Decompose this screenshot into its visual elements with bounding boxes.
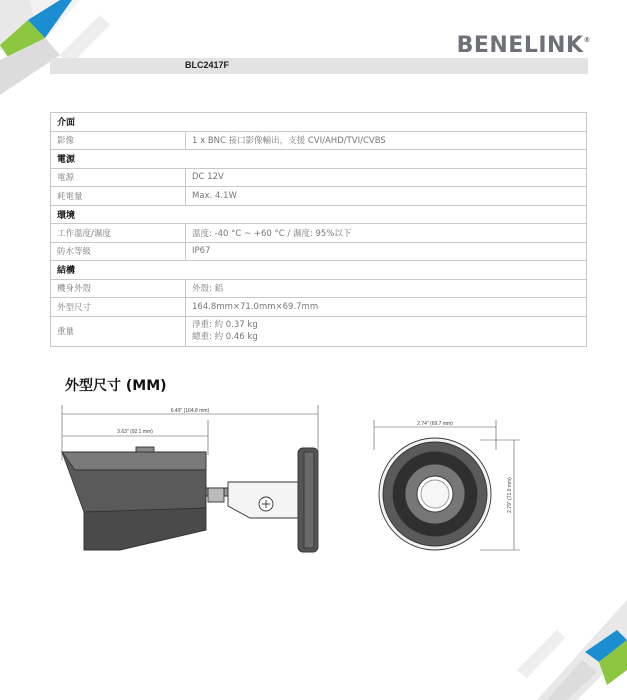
spec-label: 外型尺寸 xyxy=(51,298,186,317)
spec-label: 影像 xyxy=(51,131,186,150)
spec-row xyxy=(51,168,587,187)
camera-side-view xyxy=(62,447,318,552)
spec-table xyxy=(50,112,587,347)
gross-weight: 總重: 約 0.46 kg xyxy=(192,332,258,342)
spec-row xyxy=(51,187,587,206)
model-number: BLC2417F xyxy=(185,60,230,70)
body-length-dimension xyxy=(62,420,208,455)
spec-label: 工作溫度/濕度 xyxy=(51,224,186,243)
spec-row xyxy=(51,298,587,317)
section-title: 結構 xyxy=(51,261,587,280)
spec-label: 電源 xyxy=(51,168,186,187)
section-title: 環境 xyxy=(51,205,587,224)
spec-section xyxy=(51,261,587,280)
spec-section xyxy=(51,150,587,169)
brand-logo xyxy=(457,33,591,58)
registered-mark: ® xyxy=(583,36,591,44)
spec-value: IP67 xyxy=(186,242,587,261)
spec-value: 164.8mm×71.0mm×69.7mm xyxy=(186,298,587,317)
corner-decoration-top-left xyxy=(0,0,120,100)
spec-label: 機身外殼 xyxy=(51,279,186,298)
net-weight: 淨重: 約 0.37 kg xyxy=(192,320,258,330)
spec-label: 耗電量 xyxy=(51,187,186,206)
spec-value: 1 x BNC 接口影像輸出，支援 CVI/AHD/TVI/CVBS xyxy=(186,131,587,150)
spec-label: 重量 xyxy=(51,316,186,346)
spec-row xyxy=(51,224,587,243)
spec-value xyxy=(186,316,587,346)
spec-section xyxy=(51,113,587,132)
dimensions-title: 外型尺寸 (MM) xyxy=(65,378,167,394)
spec-row xyxy=(51,242,587,261)
spec-value: 外殼: 鋁 xyxy=(186,279,587,298)
spec-section xyxy=(51,205,587,224)
model-bar xyxy=(50,58,588,74)
dimension-drawing xyxy=(0,400,627,570)
spec-row xyxy=(51,316,587,346)
section-title: 電源 xyxy=(51,150,587,169)
height-label: 2.79" (71.0 mm) xyxy=(507,477,513,513)
camera-front-view xyxy=(379,438,491,550)
section-title: 介面 xyxy=(51,113,587,132)
spec-value: DC 12V xyxy=(186,168,587,187)
spec-label: 防水等級 xyxy=(51,242,186,261)
overall-length-label: 6.49" (164.8 mm) xyxy=(170,408,210,414)
spec-value: 溫度: -40 °C ~ +60 °C / 濕度: 95%以下 xyxy=(186,224,587,243)
spec-row xyxy=(51,131,587,150)
brand-logo-text: BENELINK xyxy=(456,33,584,58)
body-length-label: 3.63" (92.1 mm) xyxy=(117,429,153,435)
width-label: 2.74" (69.7 mm) xyxy=(417,421,453,427)
corner-decoration-bottom-right xyxy=(507,600,627,700)
spec-value: Max. 4.1W xyxy=(186,187,587,206)
spec-row xyxy=(51,279,587,298)
